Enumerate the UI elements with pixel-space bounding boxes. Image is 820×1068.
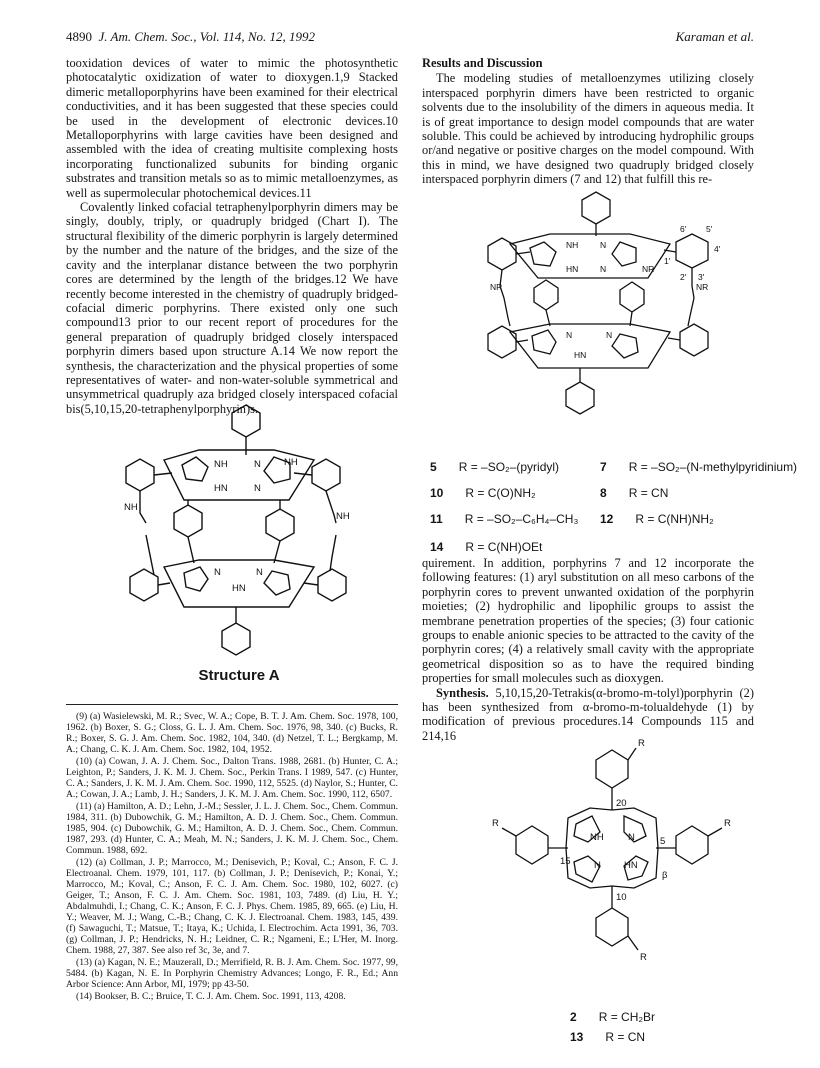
dimer-label: 2': [680, 272, 687, 282]
porphyrin-label: 5: [660, 836, 666, 847]
structure-a-label: N: [214, 567, 221, 578]
compound-entry: [600, 460, 797, 474]
dimer-label: NR: [696, 282, 709, 292]
page-number: 4890: [66, 29, 92, 44]
structure-a-label: NH: [284, 457, 298, 468]
footnote: (9) (a) Wasielewski, M. R.; Svec, W. A.; Cope, B. T. J. Am. Chem. Soc. 1978, 100, 1962. (b) Boxer, S. G.; Closs, G. L. J. Am. Chem. Soc. 1976, 98, 340. (c) Bucks, R. R.; Boxer, S. G. J. Am. Chem. Soc. 1982, 104, 340. (d) Netzel, T. L.; Bergkamp, M. A.; Chang, C. K. J. Am. Chem. Soc. 1982, 104, 1952.: [66, 711, 398, 755]
porphyrin-label: R: [492, 818, 499, 829]
dimer-label: 1': [664, 256, 671, 266]
compound-entry: [600, 512, 714, 526]
dimer-label: 3': [698, 272, 705, 282]
volume-info: Vol. 114, No. 12, 1992: [199, 29, 316, 44]
structure-a-label: NH: [336, 511, 350, 522]
footnote: (11) (a) Hamilton, A. D.; Lehn, J.-M.; Sessler, J. L. J. Chem. Soc., Chem. Commun. 1984, 311. (b) Dubowchik, G. M.; Hamilton, A. D. J. Chem. Soc., Chem. Commun. 1985, 904. (c) Dubowchik, G. M.; Hamilton, A. D. J. Chem. Soc., Chem. Commun. 1987, 293. (d) Hunter, C. A.; Meah, M. N.; Sanders, J. K. M. J. Chem. Soc., Chem. Commun. 1988, 692.: [66, 801, 398, 856]
porphyrin-label: R: [724, 818, 731, 829]
porphyrin-label: NH: [590, 832, 604, 843]
structure-a-label: NH: [124, 502, 138, 513]
section-heading: Results and Discussion: [422, 56, 543, 70]
dimer-label: N: [600, 264, 607, 274]
right-column-top: [422, 56, 754, 187]
running-header-authors: Karaman et al.: [675, 29, 754, 44]
dimer-label: HN: [574, 350, 587, 360]
paragraph: Covalently linked cofacial tetraphenylporphyrin dimers may be singly, doubly, triply, or quadruply bridged (Chart I). The structural flexibility of the dimeric porphyrin is largely determined by the number and the nature of the bridges, and the size of the cavity and the interplanar distance between the two porphyrin cores are determined by the length of the bridges.12 We have recently become interested in the chemistry of quadruply bridged-cofacial dimeric porphyrins. There existed only one such compound13 prior to our recent report of procedures for the general preparation of quadruply bridged closely interspaced porphyrin dimers based upon structure A.14 We now report the synthesis, the characterization and the physical properties of some representatives of water- and non-water-soluble symmetrical and unsymmetrical quadruply aza bridged closely interspaced cofacial bis(5,10,15,20-tetraphenylporphyrin)s.: [66, 200, 398, 416]
synthesis-runin: Synthesis.: [436, 685, 489, 700]
structure-a-label: N: [256, 567, 263, 578]
compound-entry: [600, 486, 668, 500]
compound-entry: [430, 512, 578, 526]
compound-entry: [430, 486, 536, 500]
compound-number: 8: [600, 486, 607, 500]
dimer-label: 4': [714, 244, 721, 254]
running-header-left: [66, 29, 315, 45]
compound-entry: [430, 540, 542, 554]
compound-entry: [570, 1010, 655, 1024]
compound-r-group: R = CN: [605, 1030, 646, 1044]
dimer-label: N: [566, 330, 573, 340]
footnotes: [66, 711, 398, 1003]
dimer-label: 6': [680, 224, 687, 234]
dimer-figure: [470, 186, 740, 436]
porphyrin-label: 10: [616, 892, 627, 903]
compound-number: 2: [570, 1010, 577, 1024]
compound-number: 7: [600, 460, 607, 474]
structure-a-label: HN: [214, 483, 228, 494]
compound-r-group: R = CH₂Br: [598, 1010, 656, 1024]
dimer-label: HN: [566, 264, 579, 274]
dimer-label: NR: [490, 282, 503, 292]
paragraph: [422, 686, 754, 744]
structure-a-label: N: [254, 483, 261, 494]
paragraph: quirement. In addition, porphyrins 7 and 12 incorporate the following features: (1) aryl substitution on all meso carbons of the porphyrin cores to prevent unwanted oxidation of the porphyrin moieties; (2) hydrophilic and lipophilic groups to assist the membrane penetration properties of the species; (3) four cationic groups to enable anionic species to be attracted to the cavity of the porphyrin cores; (4) a relatively small cavity with the appropriate geometrical disposition so as to have the required binding properties for small molecules such as dioxygen.: [422, 556, 754, 686]
compound-number: 5: [430, 460, 437, 474]
compound-number: 13: [570, 1030, 584, 1044]
footnote: (10) (a) Cowan, J. A. J. Chem. Soc., Dalton Trans. 1988, 2681. (b) Hunter, C. A.; Leighton, P.; Sanders, J. K. M. J. Chem. Soc., Perkin Trans. I 1989, 547. (c) Hunter, C. A.; Sanders, J. K. M. J. Am. Chem. Soc. 1990, 112, 5525. (d) Naylor, S.; Hunter, C. A.; Cowan, J. A.; Lamb, J. H.; Sanders, J. K. M. J. Am. Chem. Soc. 1990, 112, 6507.: [66, 756, 398, 800]
structure-a-caption: Structure A: [198, 667, 280, 684]
footnote: (13) (a) Kagan, N. E.; Mauzerall, D.; Merrifield, R. B. J. Am. Chem. Soc. 1977, 99, 5484. (b) Kagan, N. E. In Porphyrin Chemistry Advances; Longo, F. R., Ed.; Ann Arbor Science: Ann Arbor, MI, 1979; pp 43-50.: [66, 957, 398, 990]
footnote: (12) (a) Collman, J. P.; Marrocco, M.; Denisevich, P.; Koval, C.; Anson, F. C. J. Electroanal. Chem. 1979, 101, 117. (b) Collman, J. P.; Denisevich, P.; Konai, Y.; Marrocco, M.; Koval, C.; Anson, F. C. J. Am. Chem. Soc. 1980, 102, 6027. (c) Geiger, T.; Anson, F. C. J. Am. Chem. Soc. 1981, 103, 7489. (d) Liu, H. Y.; Abdalmuhdi, I.; Chang, C. K.; Anson, F. C. J. Phys. Chem. 1985, 89, 665. (e) Liu, H. Y.; Weaver, M. J.; Wang, C.-B.; Chang, C. K. J. Electroanal. Chem. 1983, 145, 439. (f) Sawaguchi, T.; Matsue, T.; Itaya, K.; Uchida, I. Electrochim. Acta 1991, 36, 703. (g) Collman, J. P.; Hendricks, N. H.; Leidner, C. R.; Ngameni, E.; L'Her, M. Inorg. Chem. 1988, 27, 387. See also ref 3c, 3e, and 7.: [66, 857, 398, 956]
footnote: (14) Bookser, B. C.; Bruice, T. C. J. Am. Chem. Soc. 1991, 113, 4208.: [76, 991, 346, 1002]
structure-a-label: HN: [232, 583, 246, 594]
structure-a-drawing: [104, 395, 374, 665]
compound-number: 14: [430, 540, 444, 554]
compound-r-group: R = –SO₂–(pyridyl): [458, 460, 560, 474]
compound-entry: [430, 460, 559, 474]
synthesis-text: 5,10,15,20-Tetrakis(α-bromo-m-tolyl)porphyrin (2) has been synthesized from α-bromo-m-tolualdehyde (1) by modification of previous procedures.14 Compounds 115 and 214,16: [422, 685, 754, 743]
compound-r-group: R = C(NH)OEt: [465, 540, 543, 554]
porphyrin-figure: [476, 738, 746, 988]
porphyrin-label: N: [594, 860, 601, 871]
porphyrin-label: 15: [560, 856, 571, 867]
compound-number: 10: [430, 486, 444, 500]
compound-number: 11: [430, 512, 443, 526]
porphyrin-label: HN: [624, 860, 638, 871]
journal-name: J. Am. Chem. Soc.,: [98, 29, 197, 44]
compound-r-group: R = C(NH)NH₂: [635, 512, 714, 526]
footnote-rule: [66, 704, 398, 705]
porphyrin-label: N: [628, 832, 635, 843]
right-column-bottom: [422, 556, 754, 743]
porphyrin-label: β: [662, 870, 668, 881]
dimer-label: N: [600, 240, 607, 250]
structure-a-label: N: [254, 459, 261, 470]
compound-number: 12: [600, 512, 614, 526]
dimer-label: NR: [642, 264, 655, 274]
compound-entry: [570, 1030, 645, 1044]
structure-a-label: NH: [214, 459, 228, 470]
compound-r-group: R = C(O)NH₂: [465, 486, 536, 500]
porphyrin-label: R: [640, 952, 647, 963]
dimer-label: N: [606, 330, 613, 340]
paragraph: tooxidation devices of water to mimic the photosynthetic photocatalytic oxidization of water to dioxygen.1,9 Stacked dimeric metalloporphyrins have been examined for their electrical conductivities, and it has been suggested that these species could be used in the development of electronic devices.10 Metalloporphyrins with large cavities have been designed and assembled with the idea of creating multisite complexing hosts incorporating functionalized subunits for binding organic substrates and transition metals so as to mimic metalloenzymes, as well as supermolecular photochemical devices.11: [66, 56, 398, 200]
paragraph: The modeling studies of metalloenzymes utilizing closely interspaced porphyrin dimers have been restricted to organic solvents due to the insolubility of the dimers in aqueous media. It is of great importance to design model compounds that are water soluble. This could be achieved by introducing hydrophilic groups or/and negative or positive charges on the model compound. With this in mind, we have designed two quadruply bridged closely interspaced porphyrin dimers (7 and 12) that fulfill this re-: [422, 71, 754, 187]
structure-a-figure: [104, 395, 374, 685]
porphyrin-label: R: [638, 738, 645, 749]
dimer-label: NH: [566, 240, 579, 250]
compound-r-group: R = CN: [628, 486, 669, 500]
porphyrin-label: 20: [616, 798, 627, 809]
compound-r-group: R = –SO₂–(N-methylpyridinium): [628, 460, 798, 474]
compound-r-group: R = –SO₂–C₆H₄–CH₃: [464, 512, 579, 526]
left-column-text: [66, 56, 398, 416]
dimer-label: 5': [706, 224, 713, 234]
